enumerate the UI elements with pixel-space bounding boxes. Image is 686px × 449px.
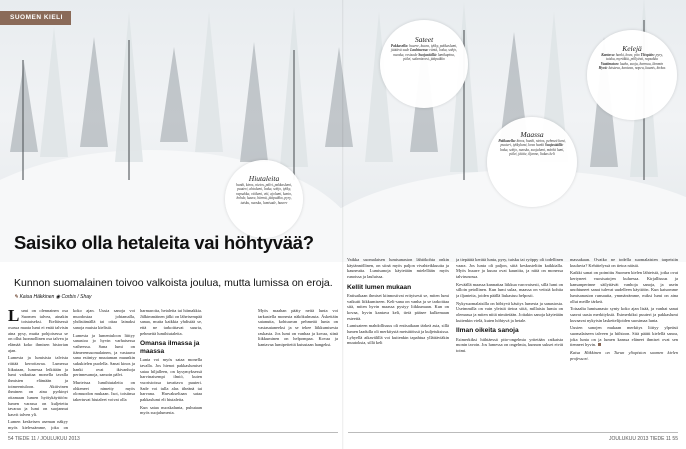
dropcap: L xyxy=(8,308,20,325)
photo-sep: ◉ xyxy=(55,294,62,300)
footer-rule xyxy=(348,432,678,433)
text-column-6 xyxy=(570,257,678,430)
text-column-1 xyxy=(8,308,68,430)
paragraph: Esimerkiksi hiihtäessä pito-ongelmia yritetään ratkaista monin tavoin. Jos lumessa on ongelmia, kunnon sukset eivät toimi. xyxy=(456,336,563,354)
paragraph: Kaikki sanat on poimittu Suomen kielen lähteistä, jotka ovat kertyneet vuosisatojen kuluessa. Kirjallisuus ja kansanperinne säilyttävät vanhoja sanoja, ja usein unohtuneet sanat tulevat uudelleen käyttöön. Kun katsomme lumisanaston runsautta, ymmärrämme, miksi lumi on aina ollut meille tärkeä. xyxy=(570,270,678,304)
text-column-5 xyxy=(456,257,563,430)
paragraph: Lumesta ja lumentuloon liittyy sanastoa jo hyvin varhaisessa vaiheessa. Sana lumi on itämerensuomalainen, ja vastaava sana esiintyy muutaman muunkin sukukielen puolella. Sanat kinos ja hanki ovat ikivanhoja perinnesanoja, samoin pälvi. xyxy=(73,332,135,378)
subheading: Ilman oikeita sanoja xyxy=(456,327,519,335)
bubble-title: Hiutaleita xyxy=(248,174,280,183)
bubble-subtitle: Pakkasella: xyxy=(390,44,409,48)
paragraph: harmaroita, hetaleita tai hiimakkia. Jälkimmäinen jälki on läheisempää sanaa, mutta kaikkia yhdistää se, että ne tarkoittavat suuria, pehmeitä lumihiutaleita. xyxy=(140,308,202,336)
end-mark-icon xyxy=(598,343,601,346)
paragraph: Murteissa lumihiutaleita on ohkeneet nimetty myös olomuodon mukaan. Isot, toisiinsa takertuvat hiutaleet voivat olla xyxy=(73,379,135,402)
paragraph: Keväällä maassa kannattaa liikkua varovaisesti, sillä lumi on silloin petollinen. Kun lumi sulaa, maassa on vetisiä kohtia ja iljanteita, joiden päällä liukastuu helposti. xyxy=(456,281,563,298)
bubble-text: pyry, tuisku, myräkkä, pöllyävä, rapsakka xyxy=(606,53,663,62)
paragraph: Entisaikaan ihmiset kiinnostivat erityisesti se, miten lumi vaikutti liikkumiseen. Keli-sana on vanha ja se tarkoittaa sitä, miten hyvin maassa pystyy liikkumaan. Kun on kovaa, hyvin kantava keli, tietä pääsee kulkemaan esteettä. xyxy=(347,293,449,321)
paragraph: ja tiepäätä kerätä lunta, pyry, tuisku tai ryöppy oli todellinen vaara. Jos lunta oli paljon, siitä keskusteltiin kaikkialla. Myös huurre ja kuura ovat kauniita, ja niitä on monessa talvirunossa. xyxy=(456,257,563,279)
subhead-text: Kunnon suomalainen toivoo valkoista joulua, mutta lumissa on eroja. xyxy=(14,277,333,289)
bubble-subtitle: Ylöspäin: xyxy=(640,53,655,57)
subheading: Omansa ilmassa ja maassa xyxy=(140,340,200,355)
author-bio: Kaisa Häkkinen on Turun yliopiston suomen kielen professori. xyxy=(570,349,678,361)
bubble-subtitle: Suojasäällä: xyxy=(544,143,564,148)
paragraph: koko ajan. Uusia sanoja voi muodostaa johtamalla, yhdistämällä tai ottaa lainaksi sanoja muista kielistä. xyxy=(73,308,135,330)
bubble-text: huurre, kuura, tykky, pakkaslumi, jäätävä sade xyxy=(390,44,458,53)
bubble-text: räntä, loska, sohjo, nuoska, vesisade xyxy=(393,48,458,57)
subheading: Kellit lumen mukaan xyxy=(347,283,412,291)
paragraph: Kun sataa nuoskalunta, puhutaan myös suojalumesta. xyxy=(140,404,202,416)
bubble-subtitle: Kantava: xyxy=(601,53,615,57)
bubble-hiutaleita xyxy=(225,160,303,238)
paragraph: Toisaalta lumisanasto synty koko ajan lisää, ja vanhat sanat saavat uusia merkityksiä. Esimerkiksi puuteri ja pakkaslumi kuvaavat nykyisin laskettelijoiden suosimaa lunta. xyxy=(570,306,678,323)
bubble-subtitle: Hyvä: xyxy=(598,66,608,71)
byline: ✎ Kaisa Häkkinen ◉ Corbis / Shay xyxy=(14,294,92,300)
bubble-text: kinos, hanki, nietos, pehmeä lumi, puuteri, tykkylumi, kova hanki xyxy=(500,139,566,148)
bubble-title: Sateet xyxy=(414,35,434,44)
footer-right: JOULUKUU 2013 TIEDE 11 55 xyxy=(608,436,678,442)
paragraph: massakaan. Ovatko ne todella suomalaisten tarpeisiin kuuluvia? Kehittelyssä on tietoa näistä. xyxy=(570,257,678,268)
text-column-2 xyxy=(73,308,135,430)
paragraph: umi on olennainen osa Suomen talvea, ainakin toistaiseksi. Eteläisessä osassa maata lumi ei enää talvisin aina pysy, mutta pohjoisessa se on ollut luonnollinen osa talvea ja elämää koko ihmisen historian ajan. xyxy=(8,308,68,353)
bubble-subtitle: Vaatimaton: xyxy=(600,61,619,66)
bubble-title: Kelejä xyxy=(622,44,642,53)
paragraph: Myös maahan pääty neitä lunta voi tarkastella monesta näkökulmasta. Äskettäin satanutta, kohtuuvan pehmeää lunta on vastasataneeksi ja se tekee liikkumisesta raskasta. Jos lumi on vanhaa ja kovaa, siinä liikkuminen on helpompaa. Kovaa ja kantavaa lumipeitettä kutsutaan hangeksi. xyxy=(258,308,338,347)
bubble-text: lumikapina, pälvi, sulamisvesi, jääpuikko xyxy=(403,52,455,62)
text-column-4 xyxy=(347,257,449,430)
bubble-sateet xyxy=(380,20,468,108)
bubble-text: hanki, kova, pito xyxy=(615,53,640,57)
page-gutter xyxy=(342,0,344,449)
bubble-maassa xyxy=(487,117,577,207)
bubble-text: hanki, kinos, nietos, pälvi, pakkaslumi, puuteri, ahtolumi, loska, sohjo, tykky, rapsakka, vitilumi, viti, ajolumi, kanto, hohde, kuura, härmä, jääpuikko, pyry, tuisku, nuoska, lumisade, huurre xyxy=(236,183,292,205)
bubble-subtitle: Pakkasella: xyxy=(498,139,516,143)
author: Kaisa Häkkinen xyxy=(19,294,55,300)
section-tag: SUOMEN KIELI xyxy=(0,11,71,25)
text-column-2b xyxy=(140,308,202,430)
article-headline: Saisiko olla hetaleita vai höhtyvää? xyxy=(14,232,314,253)
paragraph: Lunta voi myös sataa monella tavalla. Jos hienot pakkaslumiset sataa hiljalleen, on kysymyksessä harvinaisempi ilmiö, kuten vuoristoissa tavattava puuteri. Sade voi tulla alas tiheänä tai harvana. Harvakseltaan sataa pakkaslumi eli hiutaleita. xyxy=(140,357,202,402)
paragraph: Uusien sanojen mukaan merkitys liittyy ylpeästi suomalaiseen talveen ja hiihtoon. Sitä päätti kielellä sanoa, joka lunta on ja lumen kanssa eläneet ihmiset ovat sen tienneet hyvin. xyxy=(570,325,678,348)
paragraph: Nykysuomalaisilla on höhtyvä käsitys lumesta ja sanastosta. Useimmilla on vain yleistä tietoa siitä, millaisia lumia on olemassa ja miten niitä nimitetään. Joitakin sanoja käytetään kuitenkin vielä, kuten höhtyvä ja hetale. xyxy=(456,300,563,323)
bubble-text: loska, sohjo, nuoska, suojalumi, märkä lumi, pälvi, jäätie, iljanne, liukas keli xyxy=(499,147,565,157)
bubble-text: luistava, kantava, nopea, kaunis, kirkas xyxy=(608,66,666,71)
text-column-3 xyxy=(258,308,338,430)
paragraph: Lumen keskeisen aseman näkyy myös kielessämme, joka on xyxy=(8,419,68,430)
article-subhead xyxy=(14,277,334,301)
footer-left: 54 TIEDE 11 / JOULUKUU 2013 xyxy=(8,436,80,442)
bubble-keleja xyxy=(587,30,677,120)
bubble-subtitle: Lauhtuessa: xyxy=(410,48,429,53)
paragraph: Vaikka suomalaisen lumisanaston lähtökohta onkin käytännöllinen, on siinä myös paljon vivahteikkuutta ja kauneutta. Lumisanoja käytetään mielellään myös runoissa ja lauluissa. xyxy=(347,257,449,279)
bubble-subtitle: Suojasäällä: xyxy=(418,52,437,57)
photo-credit: Corbis / Shay xyxy=(61,294,92,300)
footer-rule xyxy=(8,432,338,433)
bubble-text: lauha, suoja, harmaa, lämmin xyxy=(619,61,664,66)
paragraph: Lumesta ja lumisista talvista riittää kerrottavaa. Lumessa liikutaan, lumessa leikitään ja lumi vaikuttaa monella tavalla ihmisten elämään ja toimeentuloon. Aktiivinen ihminen on aina pyrkinyt ottamaan lumen hyötykäyttöön: lumen varassa on kuljetettu tavaraa ja lumi on suojannut kasvit talven yli. xyxy=(8,355,68,417)
bubble-title: Maassa xyxy=(520,130,544,139)
paragraph: Lumisateen mahdollisuus oli entisaikaan tärkeä asia, sillä lumen laadulla oli merkitystä metsätöissä ja kuljetuksissa. Lyhyellä aikavälillä voi kuitenkin tapahtua yllättäviäkin muutoksia, sillä keli xyxy=(347,323,449,346)
